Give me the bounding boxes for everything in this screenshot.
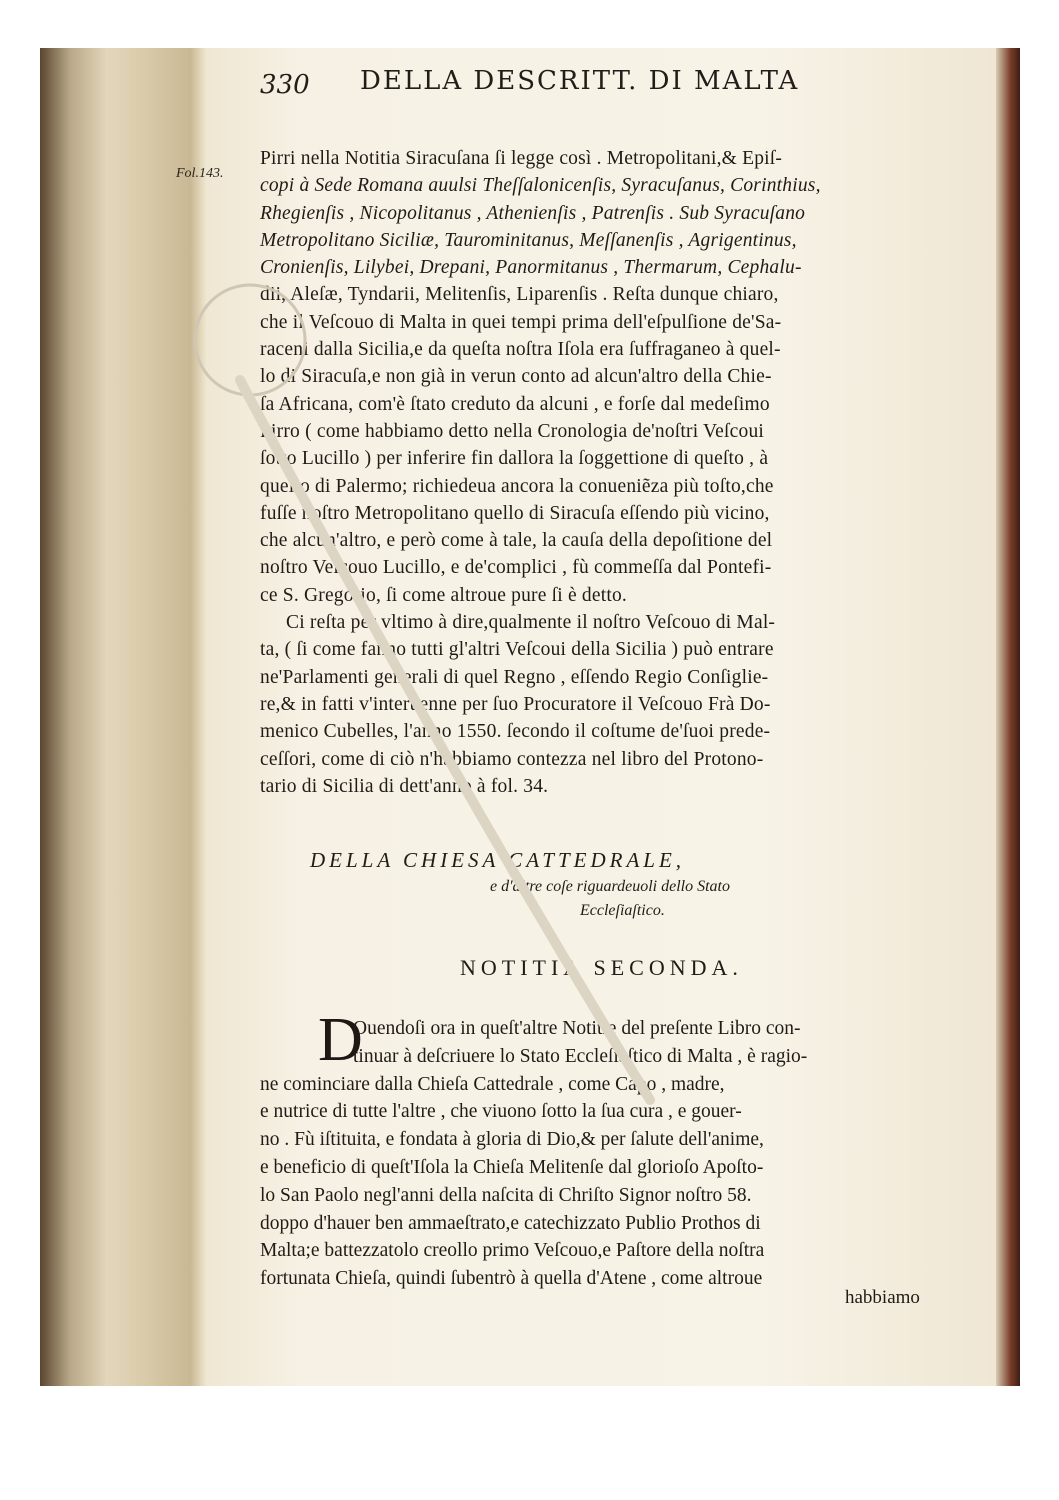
text-line: e nutrice di tutte l'altre , che viuono ſotto la ſua cura , e gouer- [260,1101,742,1123]
text-line: ceſſori, come di ciò n'habbiamo contezza nel libro del Protono- [260,748,764,770]
margin-note-fol: Fol.143. [176,166,224,181]
gutter-shadow [190,48,206,1386]
paragraph-3 [260,1015,965,1293]
section-subtitle: e d'altre coſe riguardeuoli dello Stato [490,878,730,895]
text-line: tario di Sicilia di dett'anno à fol. 34. [260,775,549,797]
page-edges-left [40,48,190,1386]
text-line: raceni dalla Sicilia,e da queſta noſtra Iſola era ſuffraganeo à quel- [260,339,781,361]
text-line: dii, Aleſæ, Tyndarii, Melitenſis, Liparenſis . Reſta dunque chiaro, [260,284,779,306]
binding-edge-right [996,48,1020,1386]
text-line: lo di Siracuſa,e non già in verun conto ad alcun'altro della Chie- [260,366,772,388]
text-line: che il Veſcouo di Malta in quei tempi prima dell'eſpulſione de'Sa- [260,311,782,333]
text-line: Pirro ( come habbiamo detto nella Cronologia de'noſtri Veſcoui [260,420,765,442]
text-line: Rhegienſis , Nicopolitanus , Athenienſis , Patrenſis . Sub Syracuſano [260,202,806,224]
text-line: ta, ( ſi come fanno tutti gl'altri Veſcoui della Sicilia ) può entrare [260,639,774,661]
drop-cap: D [318,1006,363,1074]
text-line: ne'Parlamenti generali di quel Regno , eſſendo Regio Conſiglie- [260,666,769,688]
text-line: fortunata Chieſa, quindi ſubentrò à quella d'Atene , come altroue [260,1268,763,1290]
text-line: copi à Sede Romana auulsi Theſſalonicenſis, Syracuſanus, Corinthius, [260,175,821,197]
page-header [260,62,880,102]
text-line: Metropolitano Siciliæ, Taurominitanus, Meſſanenſis , Agrigentinus, [260,229,797,251]
text-line: fuſſe noſtro Metropolitano quello di Siracuſa eſſendo più vicino, [260,502,770,524]
notitia-heading: NOTITIA SECONDA. [460,955,743,980]
text-line: che alcun'altro, e però come à tale, la cauſa della depoſitione del [260,530,773,552]
text-line: doppo d'hauer ben ammaeſtrato,e catechizzato Publio Prothos di [260,1212,761,1234]
text-line: ce S. Gregorio, ſi come altroue pure ſi è detto. [260,584,627,606]
section-subtitle-2: Eccleſiaſtico. [580,902,665,919]
text-line: noſtro Veſcouo Lucillo, e de'complici , fù commeſſa dal Pontefi- [260,557,772,579]
text-line: Malta;e battezzatolo creollo primo Veſcouo,e Paſtore della noſtra [260,1240,765,1262]
text-line: Ouendoſi ora in queſt'altre Notitie del preſente Libro con- [353,1018,801,1039]
text-line: ne cominciare dalla Chieſa Cattedrale , come Capo , madre, [260,1073,725,1095]
text-line: quello di Palermo; richiedeua ancora la conueniẽza più toſto,che [260,475,774,497]
page-number: 330 [260,70,310,100]
text-line: menico Cubelles, l'anno 1550. ſecondo il coſtume de'ſuoi prede- [260,721,771,743]
paragraph-1 [260,145,965,800]
text-line: no . Fù iſtituita, e fondata à gloria di Dio,& per ſalute dell'anime, [260,1129,764,1151]
text-line: ſa Africana, com'è ſtato creduto da alcuni , e forſe dal medeſimo [260,393,770,415]
text-line: ſotto Lucillo ) per inferire fin dallora la ſoggettione di queſto , à [260,448,769,470]
text-line: Cronienſis, Lilybei, Drepani, Panormitanus , Thermarum, Cephalu- [260,257,802,279]
catchword: habbiamo [845,1287,920,1308]
text-line: re,& in fatti v'interuenne per ſuo Procuratore il Veſcouo Frà Do- [260,693,771,715]
text-line: Ci reſta per vltimo à dire,qualmente il noſtro Veſcouo di Mal- [286,612,776,634]
text-line: tinuar à deſcriuere lo Stato Eccleſiaſtico di Malta , è ragio- [353,1045,808,1067]
section-title: DELLA CHIESA CATTEDRALE, [310,848,686,872]
text-line: e beneficio di queſt'Iſola la Chieſa Melitenſe dal glorioſo Apoſto- [260,1156,764,1178]
text-line: Pirri nella Notitia Siracuſana ſi legge così . Metropolitani,& Epiſ- [260,148,783,169]
text-line: lo San Paolo negl'anni della naſcita di Chriſto Signor noſtro 58. [260,1184,752,1206]
running-title: DELLA DESCRITT. DI MALTA [360,66,800,96]
